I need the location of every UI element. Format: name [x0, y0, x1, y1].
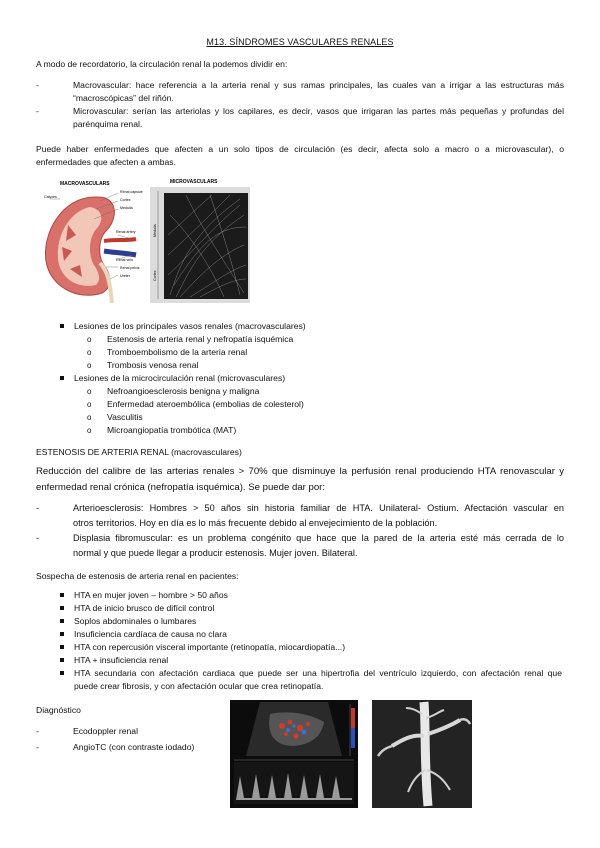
square-bullet-icon: [60, 619, 64, 623]
svg-text:Ureter: Ureter: [120, 274, 130, 278]
doppler-image: [230, 700, 358, 808]
svg-text:Renal vein: Renal vein: [116, 258, 133, 262]
diagnosis-heading: Diagnóstico: [36, 705, 81, 715]
svg-text:Calyces: Calyces: [44, 195, 57, 199]
svg-text:Renal pelvis: Renal pelvis: [120, 266, 140, 270]
square-bullet-icon: [60, 658, 64, 662]
svg-text:Medulla: Medulla: [153, 224, 157, 237]
list-item: o Tromboembolismo de la arteria renal: [87, 347, 248, 357]
disease-note: Puede haber enfermedades que afecten a un solo tipos de circulación (es decir, afecta solo a macro o a microvascular), o enfermedades que afecten a ambas.: [36, 144, 564, 167]
svg-text:Renal capsule: Renal capsule: [120, 190, 143, 194]
section-heading: ESTENOSIS DE ARTERIA RENAL (macrovasculares): [36, 447, 242, 457]
angiotc-image: [372, 700, 472, 808]
svg-text:Renal artery: Renal artery: [116, 230, 136, 234]
list-item: - Displasia fibromuscular: es un problema congénito que hace que la pared de la arteria esté más cerrada de lo normal y que puede llegar a producir estenosis. Mujer joven. Bilateral.: [36, 533, 564, 558]
kidney-illustration: [40, 175, 252, 305]
circulation-list: [36, 79, 564, 131]
intro-text: A modo de recordatorio, la circulación renal la podemos dividir en:: [36, 59, 288, 69]
suspicion-heading: Sospecha de estenosis de arteria renal en pacientes:: [36, 571, 239, 581]
list-item: o Microangiopatía trombótica (MAT): [87, 425, 237, 435]
renal-artery: [104, 239, 136, 241]
list-item: Lesiones de la microcirculación renal (microvasculares): [60, 372, 560, 385]
list-item: HTA de inicio brusco de difícil control: [60, 602, 560, 615]
list-item: HTA en mujer joven – hombre > 50 años: [60, 589, 560, 602]
square-bullet-icon: [60, 324, 64, 328]
causes-list: [36, 501, 564, 561]
svg-text:Medulla: Medulla: [120, 206, 133, 210]
lesions-list: [60, 320, 560, 437]
list-item: Soplos abdominales o lumbares: [60, 615, 560, 628]
list-item: o Vasculitis: [87, 412, 143, 422]
diagnosis-list: [36, 725, 226, 757]
square-bullet-icon: [60, 606, 64, 610]
kidney-figure: [40, 175, 252, 305]
list-item: - Arterioesclerosis: Hombres > 50 años sin historia familiar de HTA. Unilateral- Ostium. Afectación vascular en otros territorios. Hoy en día es lo más frecuente debido al envejecimiento de la población.: [36, 503, 564, 528]
list-item: o Trombosis venosa renal: [87, 360, 199, 370]
page-title: M13. SÍNDROMES VASCULARES RENALES: [206, 37, 394, 47]
svg-text:Cortex: Cortex: [120, 198, 131, 202]
section-paragraph: Reducción del calibre de las arterias renales > 70% que disminuye la perfusión renal produciendo HTA renovascular y enfermedad renal crónica (nefropatía isquémica). Se puede dar por:: [36, 466, 564, 493]
list-item: o Enfermedad ateroembólica (embolias de colesterol): [87, 399, 304, 409]
list-item: - Ecodoppler renal: [36, 726, 138, 736]
square-bullet-icon: [60, 645, 64, 649]
list-item: o Estenosis de arteria renal y nefropatía isquémica: [87, 334, 294, 344]
list-item: HTA con repercusión visceral importante (retinopatía, miocardiopatía...): [60, 641, 560, 654]
list-item: HTA + insuficiencia renal: [60, 654, 560, 667]
list-item: - AngioTC (con contraste iodado): [36, 742, 195, 752]
square-bullet-icon: [60, 671, 64, 675]
macro-label: MACROVASCULARS: [60, 181, 110, 187]
list-item: Insuficiencia cardíaca de causa no clara: [60, 628, 560, 641]
svg-text:Cortex: Cortex: [153, 270, 157, 281]
micro-label: MICROVASCULARS: [170, 179, 218, 185]
list-item: - Macrovascular: hace referencia a la arteria renal y sus ramas principales, las cuales van a irrigar a las estructuras más “macroscópicas” del riñón.: [36, 80, 564, 103]
list-item: o Nefroangioesclerosis benigna y maligna: [87, 386, 260, 396]
list-item: HTA secundaria con afectación cardiaca que puede ser una hipertrofia del ventrículo izquierdo, con afectación renal que puede crear fibrosis, y con afectación ocular que crea retinopatía.: [60, 667, 560, 693]
suspicion-list: [60, 589, 560, 693]
square-bullet-icon: [60, 632, 64, 636]
renal-vein: [104, 251, 136, 255]
list-item: - Microvascular: serían las arteriolas y los capilares, es decir, vasos que irrigaran las partes más pequeñas y profundas del parénquima renal.: [36, 106, 564, 129]
square-bullet-icon: [60, 376, 64, 380]
list-item: Lesiones de los principales vasos renales (macrovasculares): [60, 320, 560, 333]
square-bullet-icon: [60, 593, 64, 597]
